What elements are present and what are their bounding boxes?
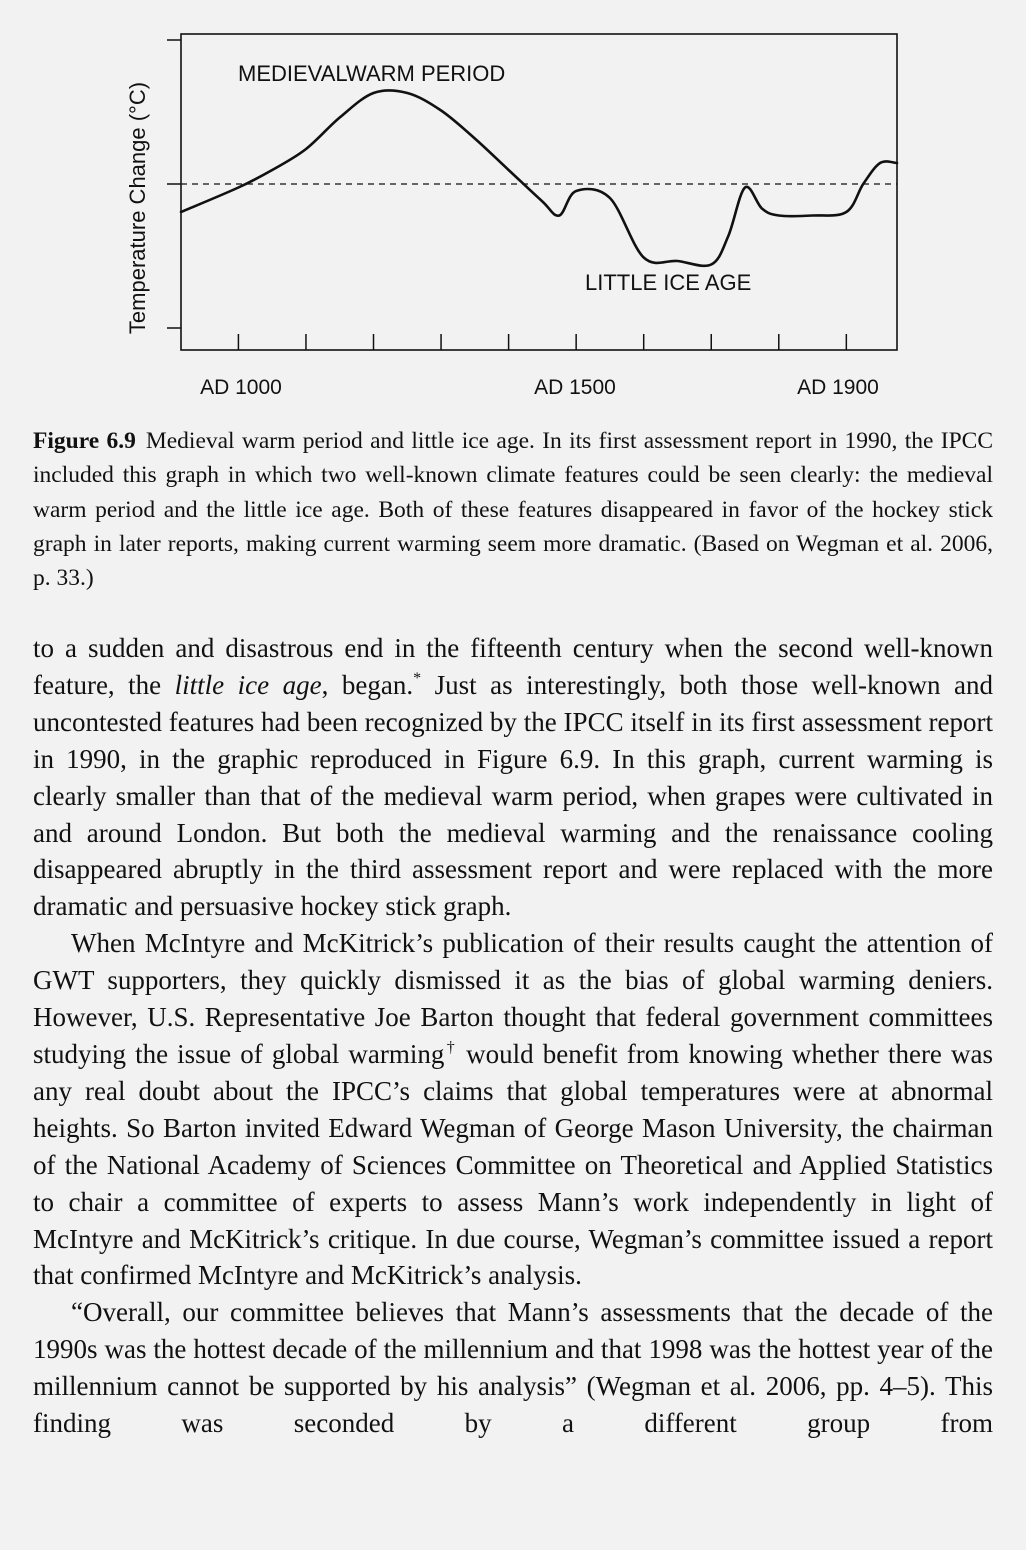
figure-caption <box>33 424 993 595</box>
emphasis-text: little ice age <box>174 669 322 700</box>
text-run: When McIntyre and McKitrick’s publication of their results caught the attention of GWT supporters, they quickly dismissed it as the bias of global warming deniers. However, U.S. Representative Joe Barton thought that federal government committees studying the issue of global warming <box>33 928 993 1069</box>
x-tick-label: AD 1500 <box>534 376 616 399</box>
annotation-medieval-warm-period: MEDIEVALWARM PERIOD <box>238 61 506 86</box>
text-run: “Overall, our committee believes that Mann’s assessments that the decade of the 1990s was the hottest decade of the millennium and that 1998 was the hottest year of the millennium cannot be supported by his analysis” (Wegman et al. 2006, pp. 4–5). This finding was seconded by a different group from <box>33 1297 993 1439</box>
footnote-marker[interactable]: * <box>413 669 422 687</box>
temperature-chart <box>0 0 1026 412</box>
text-run: would benefit from knowing whether there was any real doubt about the IPCC’s claims that global temperatures were at abnormal heights. So Barton invited Edward Wegman of George Mason University, the chairman of the National Academy of Sciences Committee on Theoretical and Applied Statistics to chair a committee of experts to assess Mann’s work independently in light of McIntyre and McKitrick’s critique. In due course, Wegman’s committee issued a report that confirmed McIntyre and McKitrick’s analysis. <box>33 1038 993 1291</box>
paragraph <box>33 925 993 1294</box>
figure-label: Figure 6.9 <box>33 428 136 454</box>
y-axis-label: Temperature Change (°C) <box>125 81 150 335</box>
body-text <box>33 630 993 1442</box>
x-tick-label: AD 1900 <box>797 376 879 399</box>
paragraph <box>33 1294 993 1442</box>
text-run: Just as interestingly, both those well-known and uncontested features had been recognized by the IPCC itself in its first assessment report in 1990, in the graphic reproduced in Figure 6.9. In this graph, current warming is clearly smaller than that of the medieval warm period, when grapes were cultivated in and around London. But both the medieval warming and the renaissance cooling disappeared abruptly in the third assessment report and were replaced with the more dramatic and persuasive hockey stick graph. <box>33 669 994 922</box>
annotation-little-ice-age: LITTLE ICE AGE <box>585 270 752 295</box>
footnote-marker[interactable]: † <box>444 1038 458 1056</box>
text-run: , began. <box>321 669 414 700</box>
temperature-series-line <box>181 90 897 265</box>
caption-text: Medieval warm period and little ice age. In its first assessment report in 1990, the IPCC included this graph in which two well-known climate features could be seen clearly: the medieval warm period and the little ice age. Both of these features disappeared in favor of the hockey stick graph in later reports, making current warming seem more dramatic. (Based on Wegman et al. 2006, p. 33.) <box>33 428 994 592</box>
text-run: to a sudden and disastrous end in the fifteenth century when the second well-known feature, the <box>33 633 993 700</box>
x-tick-label: AD 1000 <box>200 376 282 399</box>
paragraph <box>33 630 993 925</box>
